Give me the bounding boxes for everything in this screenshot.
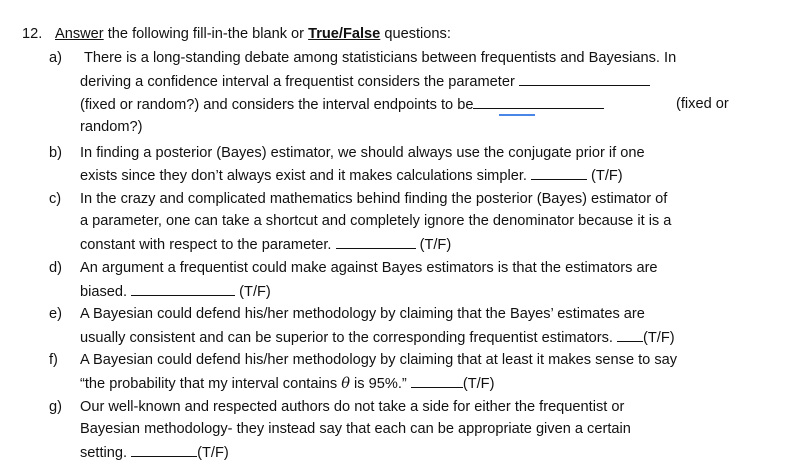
item-b-text-1: In finding a posterior (Bayes) estimator, we should always use the conjugate prior if one	[80, 145, 645, 161]
item-f-blank[interactable]	[411, 373, 463, 388]
item-d-tf: (T/F)	[235, 284, 271, 300]
item-b-text-2-content: exists since they don’t always exist and it makes calculations simpler.	[80, 168, 531, 184]
item-d-text-2-content: biased.	[80, 284, 132, 300]
item-a-text-3c: (fixed or	[676, 96, 729, 112]
item-c-blank[interactable]	[336, 234, 416, 249]
item-a-text-3	[80, 94, 604, 115]
intro-mid: the following fill-in-the blank or	[103, 26, 309, 42]
intro-end: questions:	[380, 26, 451, 42]
item-b-tf: (T/F)	[586, 168, 623, 184]
item-a-text-3a: (fixed or random?) and considers the interval endpoints to	[80, 97, 458, 113]
intro-underlined: Answer	[55, 26, 104, 42]
item-c-text-2: a parameter, one can take a shortcut and completely ignore the denominator because it is a	[80, 213, 672, 229]
spellcheck-underline	[499, 114, 535, 116]
item-f-letter: f)	[49, 352, 58, 368]
item-f-tf: (T/F)	[462, 376, 495, 392]
item-b-text-2	[80, 165, 623, 186]
question-intro	[55, 24, 451, 44]
item-g-text-3	[80, 442, 229, 463]
item-b-letter: b)	[49, 145, 62, 161]
item-g-blank[interactable]	[131, 442, 197, 457]
item-g-tf: (T/F)	[197, 445, 229, 461]
question-number: 12.	[22, 26, 43, 42]
item-g-text-1: Our well-known and respected authors do not take a side for either the frequentist or	[80, 399, 625, 415]
item-a-text-1: There is a long-standing debate among statisticians between frequentists and Bayesians. In	[84, 50, 677, 66]
item-e-text-1: A Bayesian could defend his/her methodology by claiming that the Bayes’ estimates are	[80, 306, 645, 322]
item-c-letter: c)	[49, 191, 62, 207]
item-e-text-2	[80, 327, 675, 348]
item-a-letter: a)	[49, 50, 62, 66]
item-d-text-1: An argument a frequentist could make against Bayes estimators is that the estimators are	[80, 260, 658, 276]
item-a-text-2-content: deriving a confidence interval a frequentist considers the parameter	[80, 74, 515, 90]
item-g-letter: g)	[49, 399, 62, 415]
item-f-text-2a: “the probability that my interval contains	[80, 376, 342, 392]
item-b-blank[interactable]	[531, 165, 587, 180]
item-c-text-3-content: constant with respect to the parameter.	[80, 237, 336, 253]
item-a-blank-2[interactable]	[473, 94, 604, 109]
item-e-text-2-content: usually consistent and can be superior to the corresponding frequentist estimators.	[80, 330, 618, 346]
item-a-text-2	[80, 71, 650, 92]
item-g-text-2: Bayesian methodology- they instead say that each can be appropriate given a certain	[80, 421, 631, 437]
item-e-blank[interactable]	[617, 327, 643, 342]
item-c-text-1: In the crazy and complicated mathematics behind finding the posterior (Bayes) estimator of	[80, 191, 668, 207]
intro-bold: True/False	[308, 26, 381, 42]
item-f-text-2b: is 95%.”	[350, 376, 411, 392]
item-d-text-2	[80, 281, 271, 302]
item-g-text-3-content: setting.	[80, 445, 132, 461]
theta-symbol: θ	[341, 375, 350, 392]
item-c-tf: (T/F)	[415, 237, 452, 253]
item-d-blank[interactable]	[131, 281, 235, 296]
item-c-text-3	[80, 234, 451, 255]
item-a-text-4: random?)	[80, 119, 143, 135]
item-f-text-2	[80, 373, 494, 394]
item-e-tf: (T/F)	[643, 330, 675, 346]
item-f-text-1: A Bayesian could defend his/her methodology by claiming that at least it makes sense to say	[80, 352, 678, 368]
item-a-blank-1[interactable]	[519, 71, 650, 86]
item-a-text-3b: be	[457, 97, 474, 113]
item-d-letter: d)	[49, 260, 62, 276]
item-e-letter: e)	[49, 306, 62, 322]
